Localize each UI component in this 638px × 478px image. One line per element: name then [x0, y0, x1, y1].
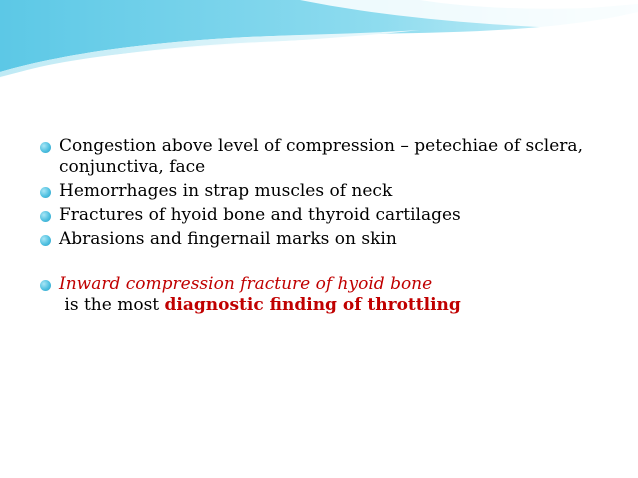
bullet-text: Fractures of hyoid bone and thyroid cartilages: [59, 205, 461, 225]
header-wave-decoration: [0, 0, 638, 80]
list-item: [40, 229, 600, 250]
bullet-dot-icon: [40, 235, 51, 246]
bullet-dot-icon: [40, 142, 51, 153]
bullet-dot-icon: [40, 187, 51, 198]
bullet-text: Congestion above level of compression – petechiae of sclera, conjunctiva, face: [59, 136, 583, 177]
list-item: [40, 136, 600, 178]
bullet-dot-icon: [40, 211, 51, 222]
highlight-bold-text: diagnostic finding of throttling: [164, 295, 461, 315]
highlight-item: [40, 274, 600, 316]
list-item: [40, 205, 600, 226]
bullet-text: Hemorrhages in strap muscles of neck: [59, 181, 393, 201]
bullet-dot-icon: [40, 280, 51, 291]
bullet-list: [40, 136, 600, 316]
bullet-text: Abrasions and fingernail marks on skin: [59, 229, 397, 249]
highlight-middle-text: is the most: [59, 295, 165, 315]
list-item: [40, 181, 600, 202]
highlight-italic-text: Inward compression fracture of hyoid bone: [59, 274, 433, 294]
